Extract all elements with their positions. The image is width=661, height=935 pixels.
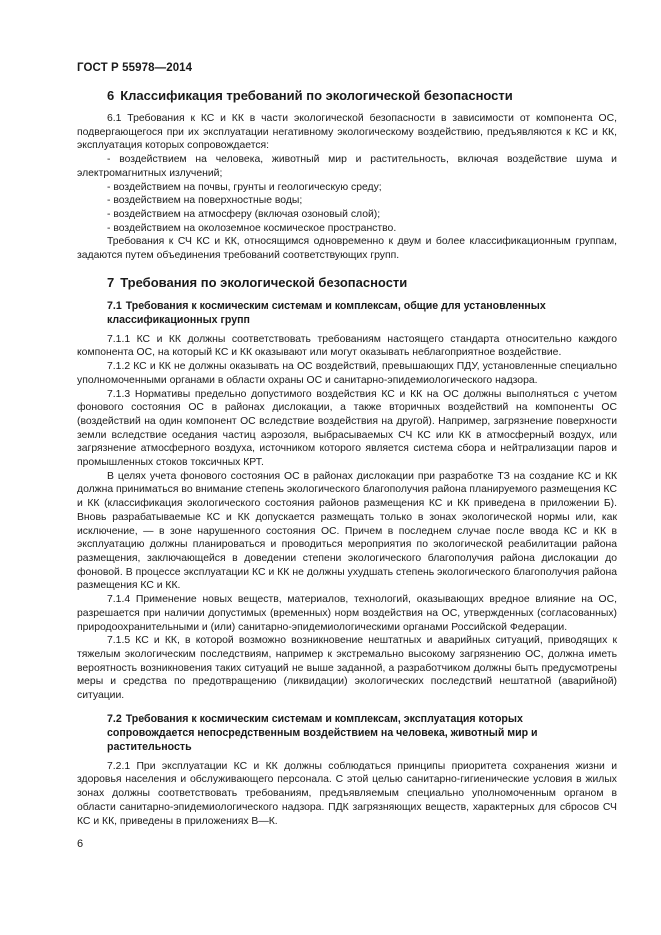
subsection-number: 7.2	[107, 712, 122, 725]
section-number: 6	[107, 88, 115, 103]
document-header: ГОСТ Р 55978—2014	[77, 62, 193, 74]
paragraph: 7.1.4 Применение новых веществ, материалов, технологий, оказывающих вредное влияние на ОС, разрешается при наличии допустимых (временных) норм воздействия на ОС, утвержденных (согласованных) природоохранительными и (или) санитарно-эпидемиологическими органами Российской Федерации.	[77, 594, 617, 633]
list-item: - воздействием на околоземное космическое пространство.	[107, 222, 397, 234]
paragraph: 7.2.1 При эксплуатации КС и КК должны соблюдаться принципы приоритета сохранения жизни и здоровья населения и обслуживающего персонала. С этой целью санитарно-гигиенические условия в жилых зонах должны соответствовать требованиям, предъявляемым специально уполномоченным органом в области санитарно-эпидемиологического надзора. ПДК загрязняющих веществ, характерных для сбросов СЧ КС и КК, приведены в приложениях В—К.	[77, 760, 617, 827]
list-item: - воздействием на человека, животный мир и растительность, включая воздействие шума и электромагнитных излучений;	[77, 154, 617, 179]
paragraph: В целях учета фонового состояния ОС в районах дислокации при разработке ТЗ на создание КС и КК должна приниматься во внимание степень экологического благополучия района планируемого размещения КС и КК (классификация экологического состояния районов размещения КС и КК приведена в приложении Б). Вновь разрабатываемые КС и КК допускается размещать только в зонах экологической нормы или, как исключение, — в зоне нарушенного состояния ОС. Причем в последнем случае после ввода КС и КК в эксплуатацию должны планироваться и проводиться мероприятия по экологической реабилитации района размещения, заключающейся в доведении степени экологического благополучия района дислокации до фоновой. В процессе эксплуатации КС и КК не должны ухудшать степень экологического благополучия района размещения КС и КК.	[77, 470, 617, 592]
section-7-heading	[77, 275, 617, 291]
section-6-heading	[77, 88, 617, 104]
list-item: - воздействием на почвы, грунты и геологическую среду;	[107, 181, 382, 193]
section-title: Требования по экологической безопасности	[120, 274, 408, 290]
subsection-7-1-heading	[77, 299, 577, 327]
paragraph: 7.1.1 КС и КК должны соответствовать требованиям настоящего стандарта относительно каждого компонента ОС, на который КС и КК оказывают или могут оказывать неблагоприятное воздействие.	[77, 333, 617, 359]
paragraph: 7.1.3 Нормативы предельно допустимого воздействия КС и КК на ОС должны выполняться с учетом фонового состояния ОС в районах дислокации, а также вторичных воздействий на компоненты ОС (воздействий на один компонент ОС вследствие воздействия на другой). Например, загрязнение поверхности земли вследствие оседания частиц аэрозоля, выбрасываемых СЧ КС или КК в атмосферный воздух, или загрязнение атмосферного воздуха, источником которого является система сбора и нейтрализации паров и промышленных стоков токсичных КРТ.	[77, 388, 617, 469]
paragraph: 7.1.5 КС и КК, в которой возможно возникновение нештатных и аварийных ситуаций, приводящих к тяжелым экологическим последствиям, например к экстремально высокому загрязнению ОС, должна иметь вероятность возникновения таких ситуаций не выше заданной, а разработчиком должны быть предусмотрены меры и средства по предотвращению (ликвидации) экологических последствий нештатной (аварийной) ситуации.	[77, 635, 617, 702]
page-number: 6	[77, 838, 84, 850]
list-item: - воздействием на поверхностные воды;	[107, 195, 303, 207]
subsection-title: Требования к космическим системам и комплексам, эксплуатация которых сопровождается непосредственным воздействием на человека, животный мир и растительность	[107, 712, 538, 753]
section-number: 7	[107, 274, 115, 290]
paragraph: Требования к СЧ КС и КК, относящимся одновременно к двум и более классификационным группам, задаются путем объединения требований соответствующих групп.	[77, 236, 617, 262]
document-body	[77, 88, 617, 828]
paragraph: 7.1.2 КС и КК не должны оказывать на ОС воздействий, превышающих ПДУ, установленные специально уполномоченными органами в области охраны ОС и санитарно-эпидемиологического надзора.	[77, 361, 617, 386]
subsection-title: Требования к космическим системам и комплексам, общие для установленных классификационных групп	[107, 299, 546, 326]
section-title: Классификация требований по экологической безопасности	[120, 88, 513, 103]
subsection-7-2-heading	[77, 712, 577, 754]
list-item: - воздействием на атмосферу (включая озоновый слой);	[107, 208, 381, 220]
paragraph: 6.1 Требования к КС и КК в части экологической безопасности в зависимости от компонента ОС, подвергающегося при их эксплуатации негативному экологическому воздействию, предъявляются к КС и КК, эксплуатация которых сопровождается:	[77, 113, 617, 152]
subsection-number: 7.1	[107, 299, 122, 312]
